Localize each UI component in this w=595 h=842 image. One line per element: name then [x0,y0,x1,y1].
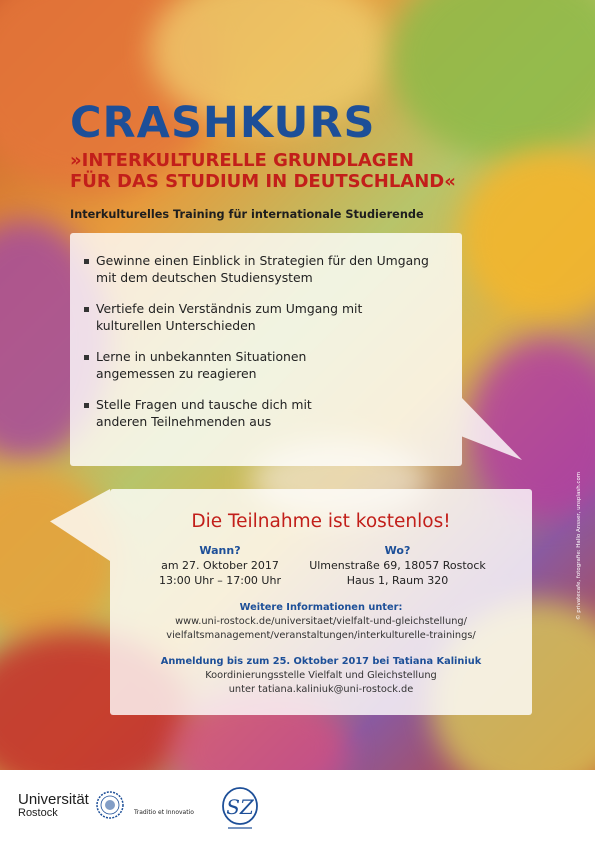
where-block [300,543,495,588]
bullet-square-icon [84,403,89,408]
university-seal-icon [96,791,124,819]
list-item-line: mit dem deutschen Studiensystem [96,269,313,285]
list-item-line: Stelle Fragen und tausche dich mit [96,397,312,412]
more-info-url[interactable]: vielfaltsmanagement/veranstaltungen/interkulturelle-trainings/ [166,630,476,641]
sprachenzentrum-logo-icon [218,786,262,832]
when-date: am 27. Oktober 2017 [161,559,279,572]
list-item [82,349,462,382]
benefits-bubble [70,233,462,466]
more-info-url[interactable]: www.uni-rostock.de/universitaet/vielfalt-und-gleichstellung/ [175,616,467,627]
sz-mark: SZ [226,795,254,819]
more-info-block [110,601,532,643]
registration-office: Koordinierungsstelle Vielfalt und Gleichstellung [205,670,437,681]
university-motto: Traditio et Innovatio [134,809,194,816]
registration-email[interactable]: unter tatiana.kaliniuk@uni-rostock.de [228,684,414,695]
course-subtitle [70,150,456,192]
image-credit: © privatecafe, fotografie: Hallo Ansser, unsplash.com [576,471,582,620]
where-address: Ulmenstraße 69, 18057 Rostock [309,559,486,572]
list-item-line: kulturellen Unterschieden [96,317,256,333]
bullet-square-icon [84,355,89,360]
benefits-list [70,233,462,430]
bullet-square-icon [84,259,89,264]
when-label: Wann? [199,544,241,557]
bullet-square-icon [84,307,89,312]
registration-label: Anmeldung bis zum 25. Oktober 2017 bei Tatiana Kaliniuk [160,656,482,667]
subtitle-line: »INTERKULTURELLE GRUNDLAGEN [70,150,414,171]
details-bubble [110,489,532,715]
subtitle-line: FÜR DAS STUDIUM IN DEUTSCHLAND« [70,171,456,192]
list-item-line: angemessen zu reagieren [96,365,257,381]
list-item [82,301,462,334]
free-participation-heading: Die Teilnahme ist kostenlos! [191,511,451,532]
footer [0,770,595,842]
where-label: Wo? [384,544,411,557]
where-room: Haus 1, Raum 320 [346,574,449,587]
more-info-label: Weitere Informationen unter: [239,602,403,613]
list-item [82,397,462,430]
when-time: 13:00 Uhr – 17:00 Uhr [159,574,281,587]
intro-text: Interkulturelles Training für internationale Studierende [70,208,424,221]
list-item-line: Gewinne einen Einblick in Strategien für den Umgang [96,253,429,268]
when-block [150,543,290,588]
university-city: Rostock [18,807,58,819]
list-item-line: anderen Teilnehmenden aus [96,413,272,429]
list-item [82,253,462,286]
university-name: Universität [18,791,89,808]
page-title: CRASHKURS [70,98,376,148]
list-item-line: Lerne in unbekannten Situationen [96,349,307,364]
registration-block [110,655,532,697]
list-item-line: Vertiefe dein Verständnis zum Umgang mit [96,301,363,316]
